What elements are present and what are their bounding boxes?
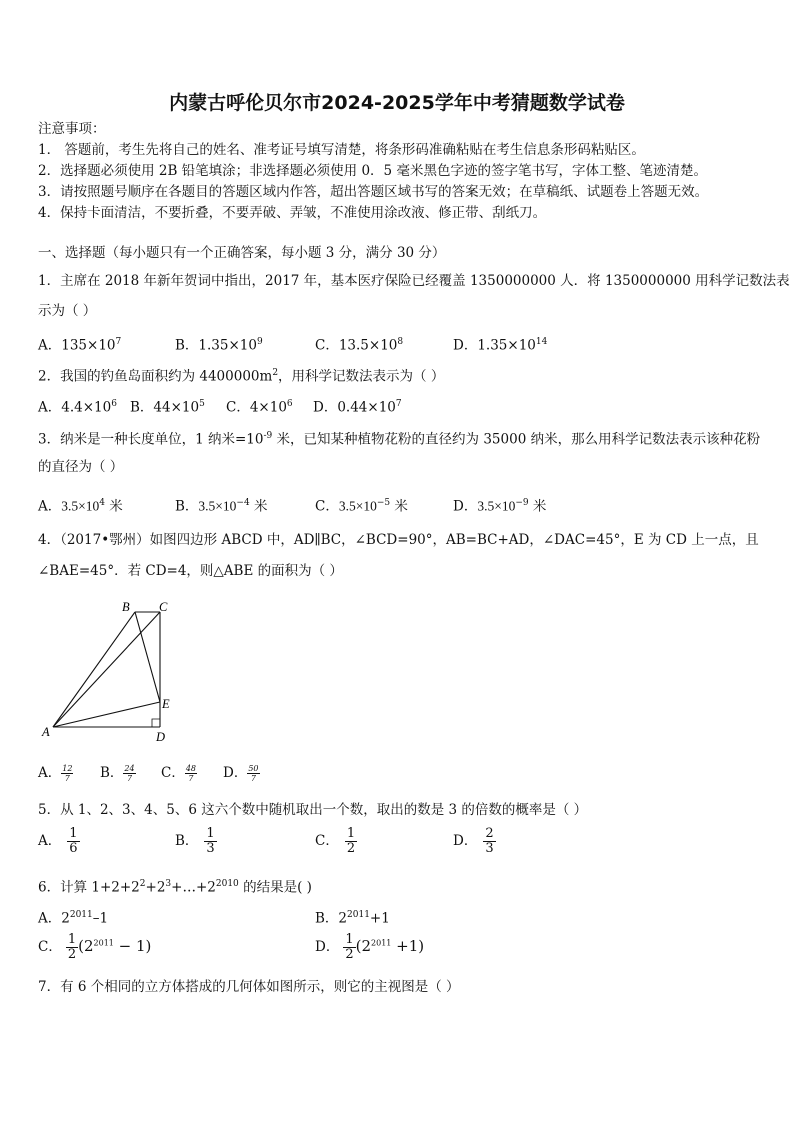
q4-option-a: A． $\frac{12}{7}$ — [38, 764, 73, 783]
q1-option-b: B．$1.35\times 10^9$ — [175, 337, 263, 354]
q4-option-c: C． $\frac{48}{7}$ — [161, 764, 197, 783]
label-e: E — [162, 697, 170, 711]
q6-option-c: C． $\frac{1}{2}$ $(2^{2011} - 1)$ — [38, 932, 152, 962]
label-c: C — [159, 600, 168, 614]
right-angle-mark — [152, 719, 160, 727]
q5-option-d: D． $\frac{2}{3}$ — [453, 826, 494, 856]
q1-option-c: C．$13.5\times 10^8$ — [315, 337, 404, 354]
segment-ae — [53, 702, 160, 727]
q4-geometry-figure — [38, 598, 178, 743]
q6-option-b: B．$2^{2011}+1$ — [315, 910, 390, 927]
notice-item-1: 1． 答题前，考生先将自己的姓名、准考证号填写清楚，将条形码准确粘贴在考生信息条形码粘贴区。 — [38, 142, 645, 158]
q5-option-b: B． $\frac{1}{3}$ — [175, 826, 215, 856]
q3-option-a: A．$3.5\times 10^4$ 米 — [38, 498, 123, 515]
q7-stem: 7．有 6 个相同的立方体搭成的几何体如图所示，则它的主视图是（ ） — [38, 979, 460, 995]
q1-stem-line2: 示为（ ） — [38, 303, 97, 319]
q6-option-d: D． $\frac{1}{2}$ $(2^{2011} +1)$ — [315, 932, 425, 962]
label-d: D — [156, 730, 166, 743]
q3-option-b: B．$3.5\times 10^{-4}$ 米 — [175, 498, 268, 515]
q2-option-c: C．$4\times 10^6$ — [226, 399, 293, 416]
q6-stem: 6．计算 $1+2+2^2+2^3+\dots+2^{2010}$ 的结果是( ) — [38, 879, 312, 896]
q2-option-b: B．$44\times 10^5$ — [130, 399, 205, 416]
segment-ba — [53, 612, 135, 727]
notice-heading: 注意事项： — [38, 121, 106, 137]
q3-option-d: D．$3.5\times 10^{-9}$ 米 — [453, 498, 547, 515]
q4-stem-line2: ∠BAE=45°．若 CD=4，则△ABE 的面积为（ ） — [38, 563, 343, 579]
notice-item-2: 2．选择题必须使用 2B 铅笔填涂；非选择题必须使用 0．5 毫米黑色字迹的签字笔书写，字体工整、笔迹清楚。 — [38, 163, 707, 179]
q2-option-a: A．$4.4\times 10^6$ — [38, 399, 117, 416]
q1-option-a: A．$135\times 10^7$ — [38, 337, 122, 354]
q3-stem-line2: 的直径为（ ） — [38, 459, 124, 475]
q3-stem-line1: 3．纳米是一种长度单位，1 纳米$=10^{-9}$ 米，已知某种植物花粉的直径约为 35000 纳米，那么用科学记数法表示该种花粉 — [38, 431, 761, 448]
q2-option-d: D．$0.44\times 10^7$ — [313, 399, 402, 416]
notice-item-4: 4．保持卡面清洁，不要折叠，不要弄破、弄皱，不准使用涂改液、修正带、刮纸刀。 — [38, 205, 547, 221]
q2-stem: 2．我国的钓鱼岛面积约为 $4400000m^2$，用科学记数法表示为（ ） — [38, 368, 445, 385]
q5-option-c: C． $\frac{1}{2}$ — [315, 826, 356, 856]
notice-item-3: 3．请按照题号顺序在各题目的答题区域内作答，超出答题区域书写的答案无效；在草稿纸、试题卷上答题无效。 — [38, 184, 709, 200]
q3-option-c: C．$3.5\times 10^{-5}$ 米 — [315, 498, 408, 515]
q6-option-a: A．$2^{2011}-1$ — [38, 910, 109, 927]
section-heading: 一、选择题（每小题只有一个正确答案，每小题 3 分，满分 30 分） — [38, 245, 446, 261]
q4-option-d: D． $\frac{50}{7}$ — [223, 764, 259, 783]
q5-stem: 5．从 1、2、3、4、5、6 这六个数中随机取出一个数，取出的数是 3 的倍数的概率是（ ） — [38, 802, 588, 818]
q1-option-d: D．$1.35\times 10^{14}$ — [453, 337, 548, 354]
segment-ac — [53, 612, 160, 727]
page-title: 内蒙古呼伦贝尔市2024-2025学年中考猜题数学试卷 — [169, 92, 625, 114]
q5-option-a: A． $\frac{1}{6}$ — [38, 826, 78, 856]
label-b: B — [122, 600, 130, 614]
label-a: A — [42, 725, 50, 739]
q4-option-b: B． $\frac{24}{7}$ — [100, 764, 135, 783]
q4-stem-line1: 4．（2017•鄂州）如图四边形 ABCD 中，AD∥BC，∠BCD=90°，AB=BC+AD，∠DAC=45°，E 为 CD 上一点，且 — [38, 532, 759, 548]
q1-stem-line1: 1．主席在 2018 年新年贺词中指出，2017 年，基本医疗保险已经覆盖 1350000000 人．将 1350000000 用科学记数法表 — [38, 273, 790, 289]
